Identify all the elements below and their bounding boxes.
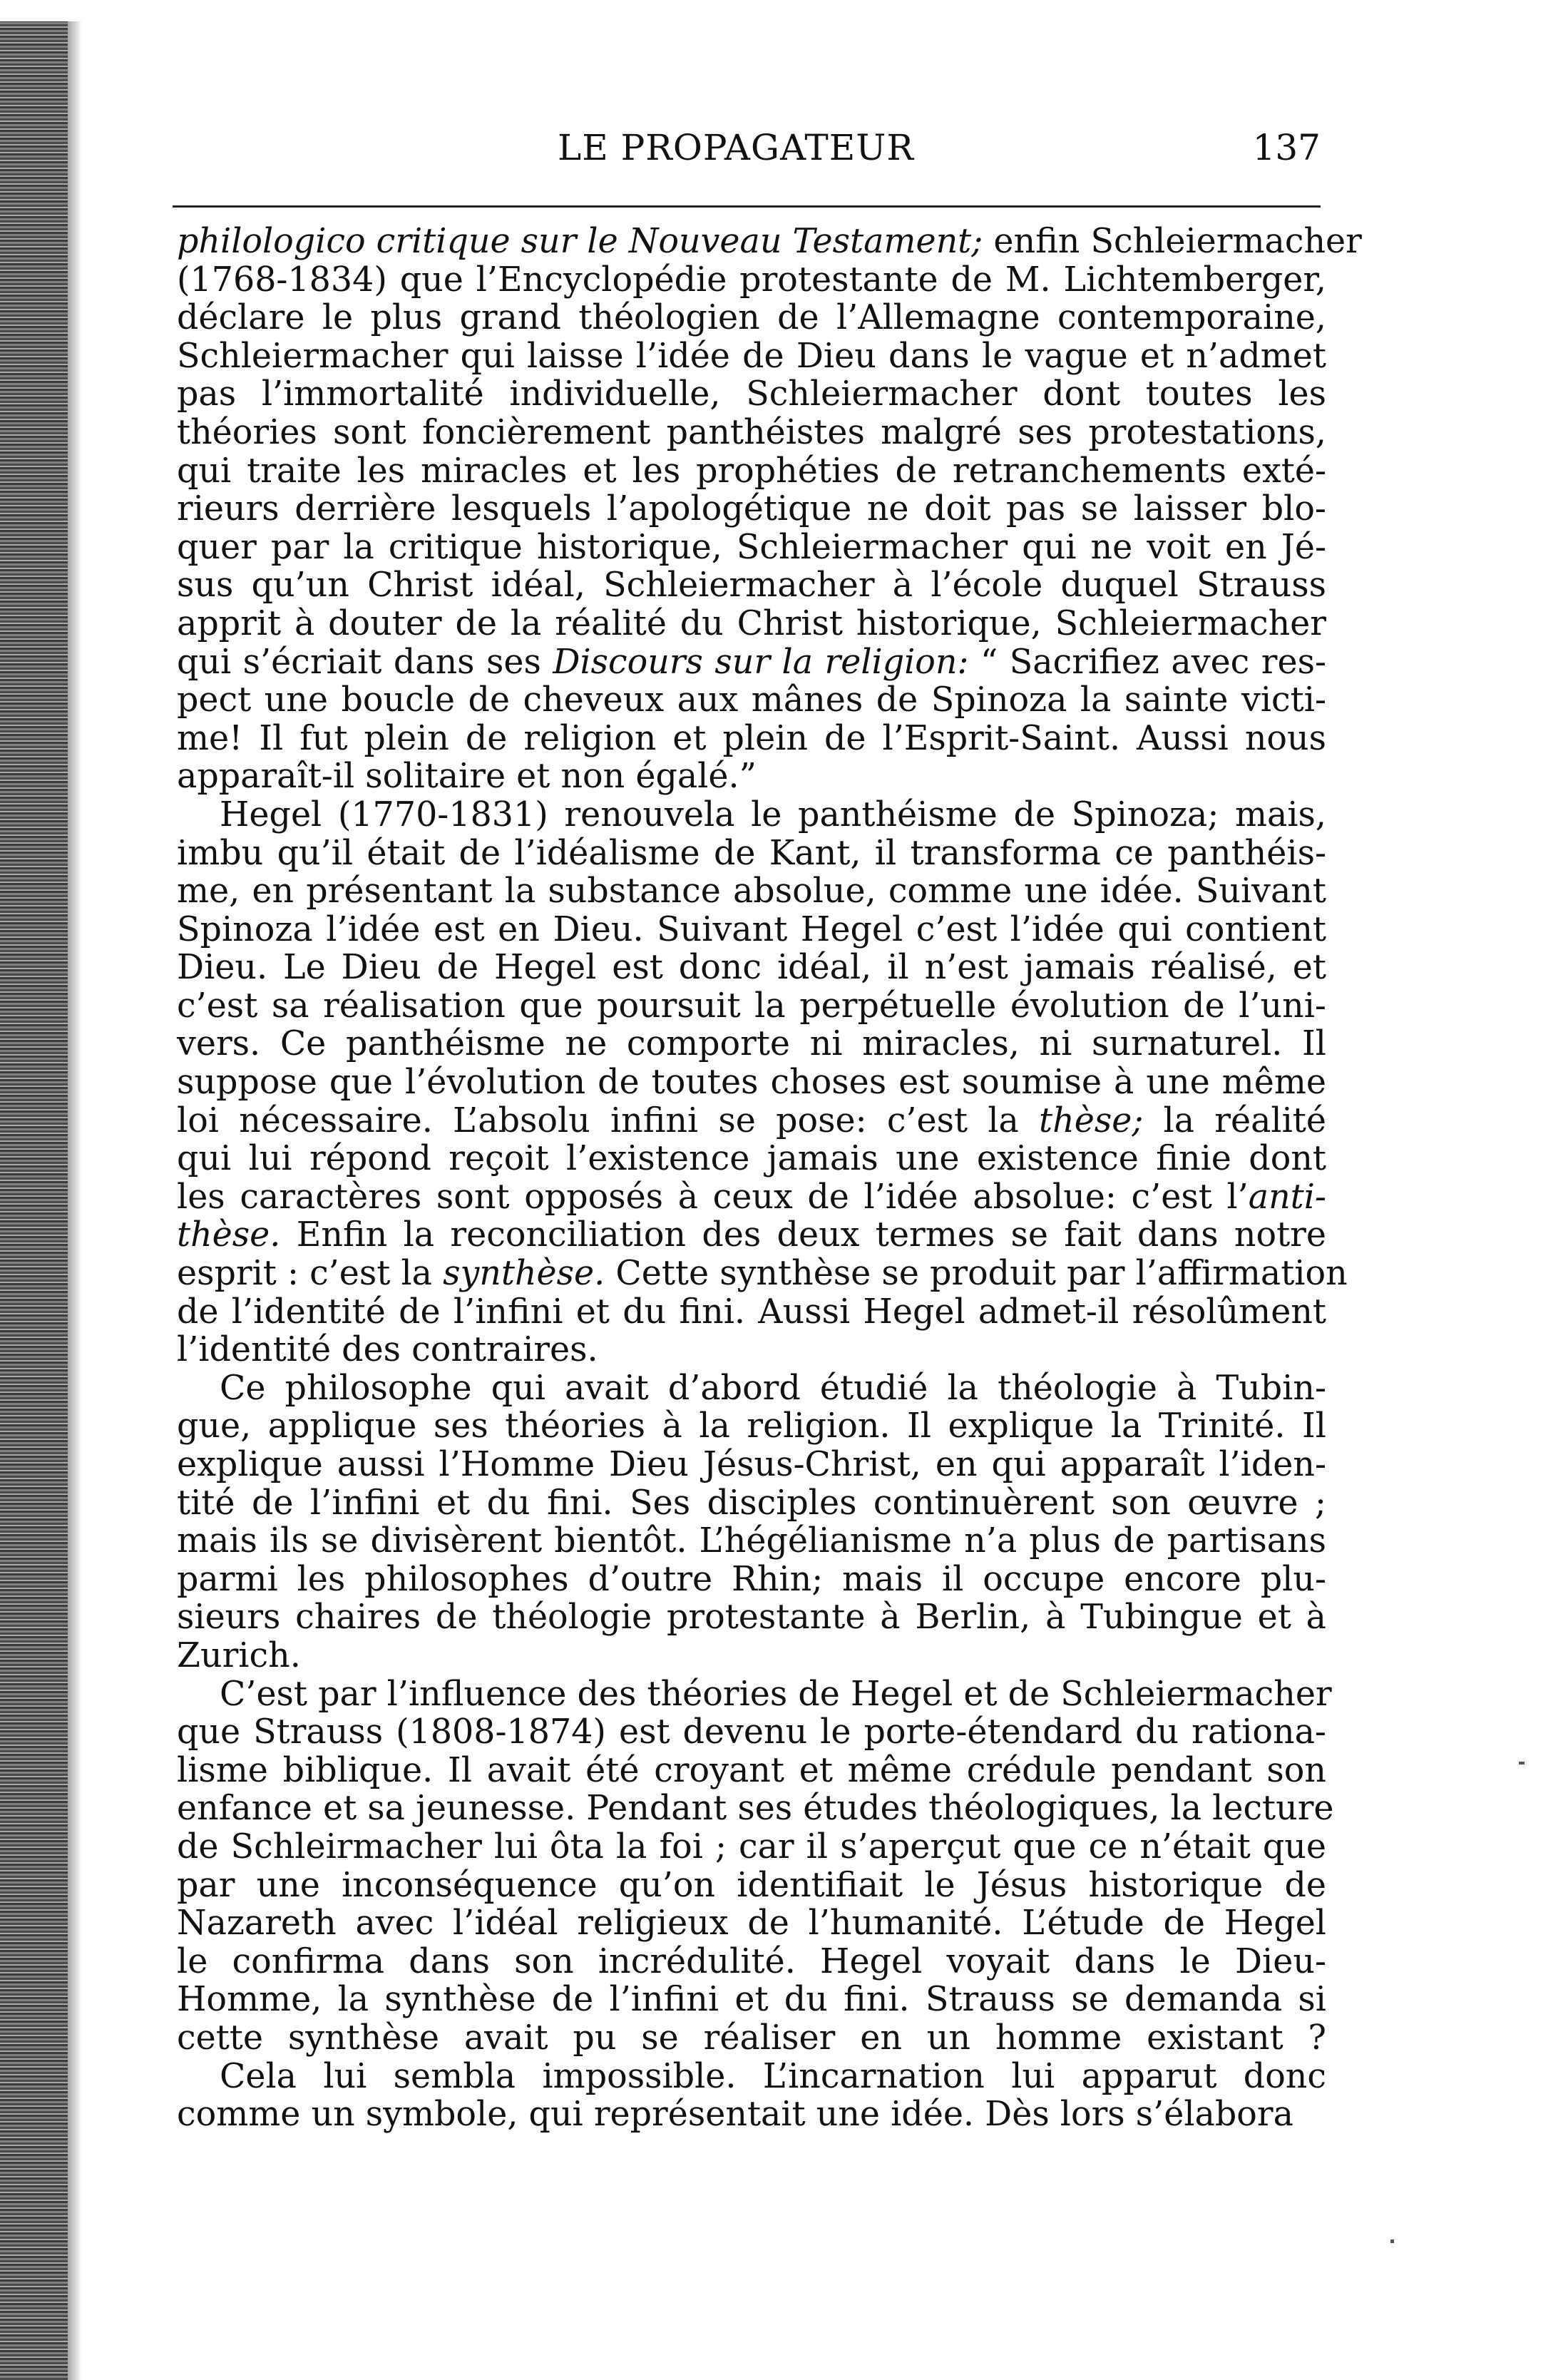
text-line: cette synthèse avait pu se réaliser en un homme existant ? xyxy=(177,2018,1326,2058)
text-line: lisme biblique. Il avait été croyant et même crédule pendant son xyxy=(177,1750,1326,1790)
text-line: Hegel (1770-1831) renouvela le panthéisme de Spinoza; mais, xyxy=(220,795,1326,834)
page-number: 137 xyxy=(1252,127,1321,168)
italic-phrase: philologico critique sur le Nouveau Testament; xyxy=(177,222,983,261)
text-line: explique aussi l’Homme Dieu Jésus-Christ, en qui apparaît l’iden- xyxy=(177,1445,1326,1484)
text-line: suppose que l’évolution de toutes choses est soumise à une même xyxy=(177,1063,1326,1103)
text-line: Ce philosophe qui avait d’abord étudié la théologie à Tubin- xyxy=(220,1368,1326,1408)
binding-edge-fade xyxy=(68,21,82,2380)
text-line: imbu qu’il était de l’idéalisme de Kant, il transforma ce panthéis- xyxy=(177,833,1326,873)
text-line: parmi les philosophes d’outre Rhin; mais il occupe encore plu- xyxy=(177,1559,1326,1599)
text-line: Spinoza l’idée est en Dieu. Suivant Hegel c’est l’idée qui contient xyxy=(177,909,1326,949)
text-line: déclare le plus grand théologien de l’Allemagne contemporaine, xyxy=(177,298,1326,338)
text-line: qui lui répond reçoit l’existence jamais une existence finie dont xyxy=(177,1139,1326,1179)
text-line: l’identité des contraires. xyxy=(177,1330,598,1370)
text-line: Schleiermacher qui laisse l’idée de Dieu dans le vague et n’admet xyxy=(177,336,1326,376)
text-line: quer par la critique historique, Schleiermacher qui ne voit en Jé- xyxy=(177,527,1326,567)
header-rule xyxy=(173,205,1321,208)
text-line: qui s’écriait dans ses Discours sur la religion: “ Sacrifiez avec res- xyxy=(177,642,1327,682)
stray-mark xyxy=(1390,2239,1394,2243)
text-line: tité de l’infini et du fini. Ses disciples continuèrent son œuvre ; xyxy=(177,1483,1326,1523)
text-line: rieurs derrière lesquels l’apologétique ne doit pas se laisser blo- xyxy=(177,489,1326,529)
text-line: apparaît-il solitaire et non égalé.” xyxy=(177,757,757,797)
text-line: (1768-1834) que l’Encyclopédie protestante de M. Lichtemberger, xyxy=(177,260,1326,300)
text-line: thèse. Enfin la reconciliation des deux termes se fait dans notre xyxy=(177,1215,1326,1255)
text-line: Homme, la synthèse de l’infini et du fini. Strauss se demanda si xyxy=(177,1980,1326,2020)
text-line: sieurs chaires de théologie protestante à Berlin, à Tubingue et à xyxy=(177,1598,1326,1638)
text-line: comme un symbole, qui représentait une idée. Dès lors s’élabora xyxy=(177,2095,1293,2135)
text-line: esprit : c’est la synthèse. Cette synthèse se produit par l’affirmation xyxy=(177,1254,1348,1294)
text-line: philologico critique sur le Nouveau Testament; enfin Schleiermacher xyxy=(177,222,1362,261)
text-line: enfance et sa jeunesse. Pendant ses études théologiques, la lecture xyxy=(177,1789,1334,1829)
running-title: LE PROPAGATEUR xyxy=(558,127,914,168)
text-line: mais ils se divisèrent bientôt. L’hégélianisme n’a plus de partisans xyxy=(177,1521,1326,1561)
text-line: le confirma dans son incrédulité. Hegel voyait dans le Dieu- xyxy=(177,1941,1326,1981)
italic-phrase: Discours sur la religion: xyxy=(553,642,969,682)
text-line: gue, applique ses théories à la religion. Il explique la Trinité. Il xyxy=(177,1406,1326,1446)
italic-phrase: thèse. xyxy=(177,1215,281,1255)
text-line: sus qu’un Christ idéal, Schleiermacher à l’école duquel Strauss xyxy=(177,566,1326,606)
body-text xyxy=(177,222,1362,2135)
stray-mark xyxy=(1519,1762,1524,1764)
text-line: par une inconséquence qu’on identifiait le Jésus historique de xyxy=(177,1865,1326,1905)
text-line: C’est par l’influence des théories de Hegel et de Schleiermacher xyxy=(220,1674,1332,1714)
text-line: pas l’immortalité individuelle, Schleiermacher dont toutes les xyxy=(177,374,1326,414)
text-line: Zurich. xyxy=(177,1635,301,1675)
page-header xyxy=(180,127,1321,184)
italic-phrase: synthèse. xyxy=(443,1254,605,1294)
text-line: vers. Ce panthéisme ne comporte ni miracles, ni surnaturel. Il xyxy=(177,1024,1326,1064)
text-line: Nazareth avec l’idéal religieux de l’humanité. L’étude de Hegel xyxy=(177,1904,1326,1944)
text-line: c’est sa réalisation que poursuit la perpétuelle évolution de l’uni- xyxy=(177,986,1326,1026)
text-line: Cela lui sembla impossible. L’incarnation lui apparut donc xyxy=(220,2056,1326,2096)
text-line: loi nécessaire. L’absolu infini se pose: c’est la thèse; la réalité xyxy=(177,1100,1326,1140)
text-line: pect une boucle de cheveux aux mânes de Spinoza la sainte victi- xyxy=(177,680,1326,720)
text-line: les caractères sont opposés à ceux de l’idée absolue: c’est l’anti- xyxy=(177,1177,1326,1217)
text-line: Dieu. Le Dieu de Hegel est donc idéal, il n’est jamais réalisé, et xyxy=(177,948,1326,988)
text-line: apprit à douter de la réalité du Christ historique, Schleiermacher xyxy=(177,603,1326,643)
text-line: théories sont foncièrement panthéistes malgré ses protestations, xyxy=(177,412,1326,452)
binding-edge-shadow xyxy=(0,21,68,2380)
text-line: me! Il fut plein de religion et plein de l’Esprit-Saint. Aussi nous xyxy=(177,718,1326,758)
text-line: de l’identité de l’infini et du fini. Aussi Hegel admet-il résolûment xyxy=(177,1292,1326,1332)
italic-phrase: anti- xyxy=(1248,1177,1326,1217)
italic-phrase: thèse; xyxy=(1039,1100,1144,1140)
text-line: de Schleirmacher lui ôta la foi ; car il s’aperçut que ce n’était que xyxy=(177,1827,1326,1866)
text-line: me, en présentant la substance absolue, comme une idée. Suivant xyxy=(177,872,1326,911)
text-line: que Strauss (1808-1874) est devenu le porte-étendard du rationa- xyxy=(177,1712,1326,1752)
text-line: qui traite les miracles et les prophéties de retranchements exté- xyxy=(177,451,1326,491)
